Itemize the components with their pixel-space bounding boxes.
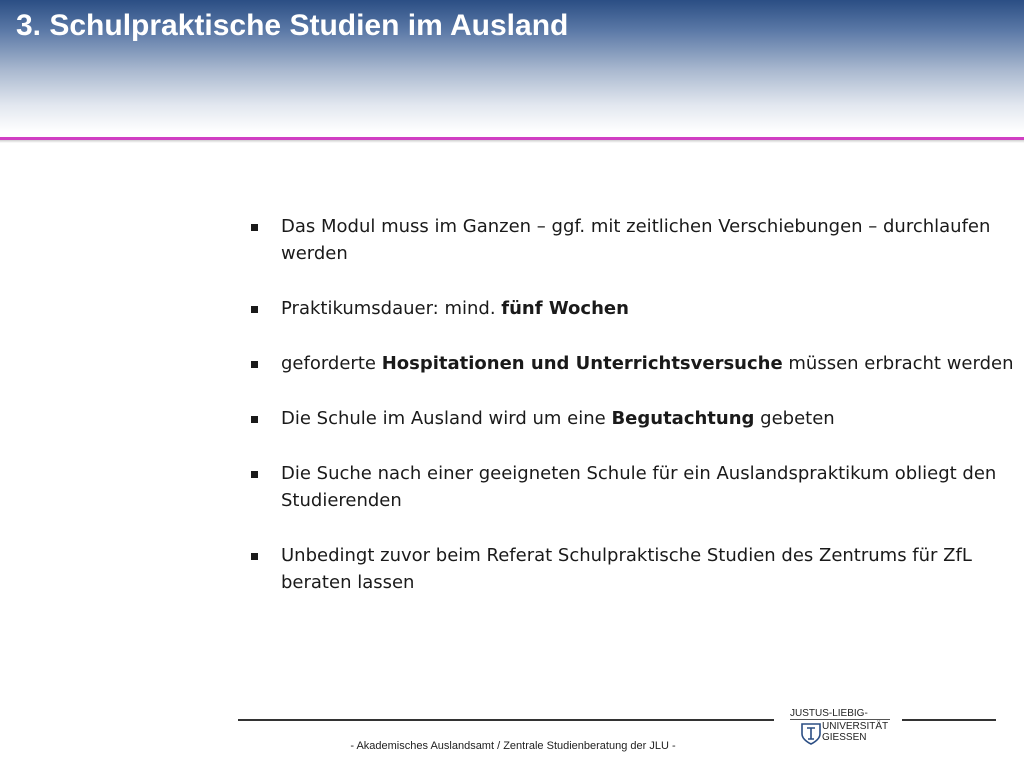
logo-text-line1: JUSTUS-LIEBIG- — [790, 708, 868, 719]
bullet-item — [248, 460, 1014, 514]
bullet-text: geforderte — [281, 353, 382, 374]
footer-text: - Akademisches Auslandsamt / Zentrale Studienberatung der JLU - — [350, 740, 676, 752]
bullet-text: Die Suche nach einer geeigneten Schule für ein Auslandspraktikum obliegt den Studierenden — [281, 463, 997, 511]
bullet-item — [248, 542, 1014, 596]
logo-text-line3: GIESSEN — [822, 732, 867, 743]
bullet-text: Unbedingt zuvor beim Referat Schulpraktische Studien des Zentrums für ZfL beraten lassen — [281, 545, 972, 593]
bullet-text: Die Schule im Ausland wird um eine — [281, 408, 612, 429]
bullet-list — [248, 213, 1014, 624]
bullet-item — [248, 350, 1014, 377]
university-logo — [790, 708, 900, 750]
footer-rule-left — [238, 719, 774, 721]
university-shield-icon — [800, 722, 822, 746]
bullet-emphasis: Hospitationen und Unterrichtsversuche — [381, 353, 783, 374]
logo-text-line2: UNIVERSITÄT — [822, 721, 889, 732]
bullet-marker-icon — [251, 224, 258, 231]
bullet-text: müssen erbracht werden — [782, 353, 1014, 374]
bullet-item — [248, 405, 1014, 432]
slide-header — [0, 0, 1024, 138]
bullet-emphasis: Begutachtung — [611, 408, 755, 429]
logo-rule — [790, 719, 890, 720]
footer-rule-right — [902, 719, 996, 721]
bullet-marker-icon — [251, 471, 258, 478]
bullet-marker-icon — [251, 553, 258, 560]
bullet-item — [248, 213, 1014, 267]
bullet-marker-icon — [251, 416, 258, 423]
bullet-emphasis: fünf Wochen — [501, 298, 629, 319]
bullet-marker-icon — [251, 306, 258, 313]
bullet-text: gebeten — [754, 408, 835, 429]
bullet-text: Praktikumsdauer: mind. — [281, 298, 502, 319]
bullet-item — [248, 295, 1014, 322]
divider-shadow — [0, 140, 1024, 143]
bullet-marker-icon — [251, 361, 258, 368]
bullet-text: Das Modul muss im Ganzen – ggf. mit zeitlichen Verschiebungen – durchlaufen werden — [281, 216, 991, 264]
slide-title: 3. Schulpraktische Studien im Ausland — [16, 9, 569, 42]
